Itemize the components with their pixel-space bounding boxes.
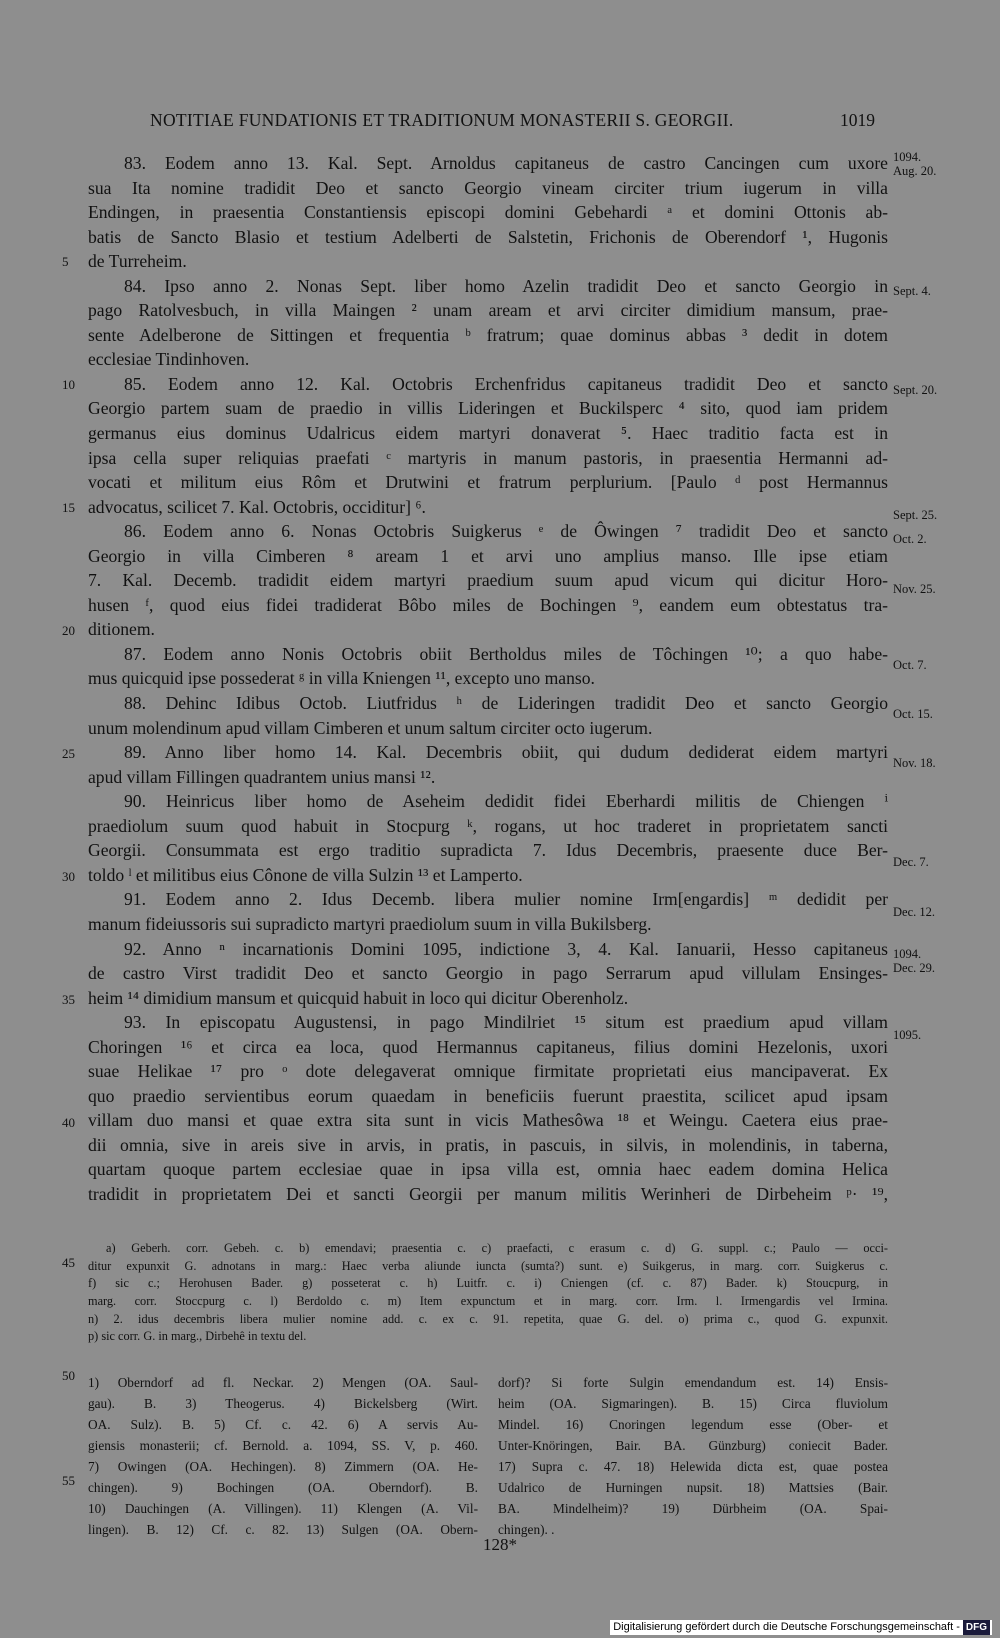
- margin-date: Dec. 29.: [893, 961, 935, 975]
- text-line: 7. Kal. Decemb. tradidit eidem martyri praedium suum apud vicum qui dicitur Horo-: [88, 570, 888, 591]
- line-number: 15: [62, 500, 75, 515]
- note-line: lingen). B. 12) Cf. c. 82. 13) Sulgen (OA. Obern-: [88, 1522, 478, 1537]
- margin-date: 1095.: [893, 1028, 922, 1042]
- line-number: 45: [62, 1255, 75, 1270]
- line-number: 55: [62, 1473, 75, 1488]
- margin-date: Sept. 25.: [893, 508, 938, 522]
- margin-date: Aug. 20.: [893, 164, 937, 178]
- text-line: 86. Eodem anno 6. Nonas Octobris Suigkerus ᵉ de Ôwingen ⁷ tradidit Deo et sancto: [124, 521, 888, 542]
- note-line: gau). B. 3) Theogerus. 4) Bickelsberg (Wirt.: [88, 1396, 478, 1411]
- text-line: Endingen, in praesentia Constantiensis episcopi domini Gebehardi ᵃ et domini Ottonis ab-: [88, 202, 888, 223]
- dfg-logo: DFG: [963, 1620, 990, 1635]
- text-line: 91. Eodem anno 2. Idus Decemb. libera mulier nomine Irm[engardis] ᵐ dedidit per: [124, 889, 888, 910]
- text-line: batis de Sancto Blasio et testium Adelberti de Salstetin, Frichonis de Oberendorf ¹, Hugonis: [88, 226, 888, 247]
- text-line: heim ¹⁴ dimidium mansum et quicquid habuit in loco qui dicitur Oberenholz.: [88, 987, 629, 1008]
- apparatus-line: ditur expunxit G. adnotans in marg.: Haec verba aliunde iuncta (sumta?) sunt. e) Suikgerus, in marg. corr. Suigkerus c.: [88, 1258, 888, 1273]
- main-text: [88, 151, 888, 1207]
- text-line: 88. Dehinc Idibus Octob. Liutfridus ʰ de Lideringen tradidit Deo et sancto Georgio: [124, 693, 888, 714]
- text-line: germanus eius dominus Udalricus eidem martyri donaverat ⁵. Haec traditio facta est in: [88, 423, 888, 444]
- margin-date: Oct. 7.: [893, 658, 927, 672]
- credit-text: Digitalisierung gefördert durch die Deutsche Forschungsgemeinschaft -: [613, 1621, 960, 1633]
- note-line: OA. Sulz). B. 5) Cf. c. 42. 6) A servis Au-: [88, 1417, 478, 1432]
- text-line: pago Ratolvesbuch, in villa Maingen ² unam aream et arvi circiter dimidium mansum, prae-: [88, 300, 888, 321]
- apparatus-line: n) 2. idus decembris libera mulier nomine add. c. ex c. 91. repetita, quae G. del. o) prima c., quod G. expunxit.: [88, 1311, 888, 1326]
- text-line: de Turreheim.: [88, 251, 187, 272]
- line-number: 5: [62, 254, 69, 269]
- apparatus-line: marg. corr. Stoccpurg c. l) Berdoldo c. m) Item expunctum et in marg. corr. Irm. l. Irmengardis vel Irmina.: [88, 1294, 888, 1309]
- note-line: heim (OA. Sigmaringen). B. 15) Circa fluviolum: [498, 1396, 888, 1411]
- margin-date: Nov. 18.: [893, 756, 936, 770]
- note-line: dorf)? Si forte Sulgin emendandum est. 14) Ensis-: [498, 1375, 888, 1390]
- text-line: toldo ˡ et militibus eius Cônone de villa Sulzin ¹³ et Lamperto.: [88, 864, 523, 885]
- digitization-credit: [610, 1620, 992, 1635]
- text-line: 93. In episcopatu Augustensi, in pago Mindilriet ¹⁵ situm est praedium apud villam: [124, 1012, 888, 1033]
- text-line: tradidit in proprietatem Dei et sancti Georgii per manum militis Werinheri de Dirbeheim ᵖ· ¹⁹,: [88, 1183, 888, 1204]
- text-line: 87. Eodem anno Nonis Octobris obiit Bertholdus miles de Tôchingen ¹⁰; a quo habe-: [124, 643, 888, 664]
- line-number: 40: [62, 1115, 75, 1130]
- margin-date: Sept. 4.: [893, 284, 931, 298]
- signature-mark: 128*: [483, 1535, 517, 1554]
- note-line: 10) Dauchingen (A. Villingen). 11) Klengen (A. Vil-: [88, 1501, 478, 1516]
- margin-date: Nov. 25.: [893, 582, 936, 596]
- note-line: Mindel. 16) Cnoringen legendum esse (Ober- et: [498, 1417, 888, 1432]
- text-line: villam duo mansi et quae extra sita sunt in vicis Mathesôwa ¹⁸ et Weingu. Caetera eius prae-: [88, 1110, 888, 1131]
- margin-date: Oct. 2.: [893, 532, 927, 546]
- text-line: quo praedio servientibus eorum quaedam in beneficiis fuerunt praestita, scilicet apud ipsam: [88, 1085, 888, 1106]
- note-line: Unter-Knöringen, Bair. BA. Günzburg) coniecit Bader.: [498, 1438, 888, 1453]
- note-line: chingen). .: [498, 1522, 555, 1537]
- note-line: 17) Supra c. 47. 18) Helewida dicta est, quae postea: [498, 1459, 888, 1474]
- text-line: vocati et militum eius Rôm et Drutwini et fratrum perplurium. [Paulo ᵈ post Hermannus: [88, 472, 888, 493]
- note-line: giensis monasterii; cf. Bernold. a. 1094, SS. V, p. 460.: [88, 1438, 478, 1453]
- margin-date: Oct. 15.: [893, 707, 933, 721]
- notes-left-column: [88, 1372, 478, 1540]
- text-line: ecclesiae Tindinhoven.: [88, 349, 250, 370]
- margin-date: Dec. 7.: [893, 855, 929, 869]
- text-line: Georgio in villa Cimberen ⁸ aream 1 et arvi uno amplius manso. Ille ipse etiam: [88, 545, 888, 566]
- text-line: 92. Anno ⁿ incarnationis Domini 1095, indictione 3, 4. Kal. Ianuarii, Hesso capitaneus: [124, 938, 888, 959]
- line-number: 50: [62, 1368, 75, 1383]
- note-line: chingen). 9) Bochingen (OA. Oberndorf). B.: [88, 1480, 478, 1495]
- margin-date: Dec. 12.: [893, 905, 935, 919]
- apparatus-line: a) Geberh. corr. Gebeh. c. b) emendavi; praesentia c. c) praefacti, c erasum c. d) G. suppl. c.; Paulo — occi-: [106, 1241, 888, 1255]
- text-line: 90. Heinricus liber homo de Aseheim dedidit fidei Eberhardi militis de Chiengen ⁱ: [124, 791, 888, 812]
- text-line: praediolum suum quod habuit in Stocpurg ᵏ, rogans, ut hoc traderet in proprietatem sancti: [88, 815, 888, 836]
- line-number: 25: [62, 746, 75, 761]
- apparatus-line: f) sic c.; Herohusen Bader. g) posseterat c. h) Luitfr. c. i) Cniengen (cf. c. 87) Bader. k) Stoucpurg, in: [88, 1276, 888, 1291]
- text-line: Georgio partem suam de praedio in villis Lideringen et Buckilsperc ⁴ sito, quod iam pridem: [88, 398, 888, 419]
- margin-date: 1094.: [893, 150, 922, 164]
- text-line: manum fideiussoris sui supradicto martyri praediolum suum in villa Bukilsberg.: [88, 913, 652, 934]
- line-number: 10: [62, 377, 75, 392]
- page-number: 1019: [840, 110, 875, 130]
- text-line: suae Helikae ¹⁷ pro ᵒ dote delegaverat omnique firmitate proprietati eius mancipaverat. Ex: [88, 1061, 888, 1082]
- critical-apparatus: [88, 1240, 888, 1346]
- text-line: advocatus, scilicet 7. Kal. Octobris, occiditur] ⁶.: [88, 496, 426, 517]
- line-number: 35: [62, 992, 75, 1007]
- note-line: 7) Owingen (OA. Hechingen). 8) Zimmern (OA. He-: [88, 1459, 478, 1474]
- text-line: ditionem.: [88, 619, 155, 640]
- text-line: Choringen ¹⁶ et circa ea loca, quod Hermannus capitaneus, filius domini Hezelonis, uxori: [88, 1036, 888, 1057]
- text-line: dii omnia, sive in areis sive in arvis, in pratis, in pascuis, in silvis, in molendinis, in taberna,: [88, 1134, 888, 1155]
- text-line: 85. Eodem anno 12. Kal. Octobris Erchenfridus capitaneus tradidit Deo et sancto: [124, 373, 888, 394]
- text-line: ipsa cella super reliquias praefati ᶜ martyris in manum pastoris, in praesentia Hermanni ad-: [88, 447, 888, 468]
- text-line: 89. Anno liber homo 14. Kal. Decembris obiit, qui dudum dediderat eidem martyri: [124, 742, 888, 763]
- apparatus-line: p) sic corr. G. in marg., Dirbehê in textu del.: [88, 1329, 307, 1344]
- running-header: [150, 110, 890, 131]
- line-number: 20: [62, 623, 75, 638]
- text-line: sua Ita nomine tradidit Deo et sancto Georgio vineam circiter trium iugerum in villa: [88, 177, 888, 198]
- note-line: BA. Mindelheim)? 19) Dürbheim (OA. Spai-: [498, 1501, 888, 1516]
- text-line: unum molendinum apud villam Cimberen et unum saltum circiter octo iugerum.: [88, 717, 653, 738]
- note-line: 1) Oberndorf ad fl. Neckar. 2) Mengen (OA. Saul-: [88, 1375, 478, 1390]
- notes-right-column: [498, 1372, 888, 1540]
- text-line: apud villam Fillingen quadrantem unius mansi ¹².: [88, 766, 436, 787]
- text-line: husen ᶠ, quod eius fidei tradiderat Bôbo miles de Bochingen ⁹, eandem eum obtestatus tra-: [88, 594, 888, 615]
- text-line: mus quicquid ipse possederat ᵍ in villa Kniengen ¹¹, excepto uno manso.: [88, 668, 595, 689]
- line-number: 30: [62, 869, 75, 884]
- note-line: Udalrico de Hurningen nupsit. 18) Mattsies (Bair.: [498, 1480, 888, 1495]
- margin-date: Sept. 20.: [893, 383, 938, 397]
- text-line: sente Adelberone de Sittingen et frequentia ᵇ fratrum; quae dominus abbas ³ dedit in dotem: [88, 324, 888, 345]
- margin-date: 1094.: [893, 947, 922, 961]
- text-line: de castro Virst tradidit Deo et sancto Georgio in pago Serrarum apud villulam Ensinges-: [88, 963, 888, 984]
- text-line: 84. Ipso anno 2. Nonas Sept. liber homo Azelin tradidit Deo et sancto Georgio in: [124, 275, 888, 296]
- text-line: quartam quoque partem ecclesiae quae in ipsa villa est, omnia haec eadem domina Helica: [88, 1159, 888, 1180]
- text-line: 83. Eodem anno 13. Kal. Sept. Arnoldus capitaneus de castro Cancingen cum uxore: [124, 153, 888, 173]
- header-title: NOTITIAE FUNDATIONIS ET TRADITIONUM MONASTERII S. GEORGII.: [150, 110, 734, 130]
- text-line: Georgii. Consummata est ergo traditio supradicta 7. Idus Decembris, praesente duce Ber-: [88, 840, 888, 861]
